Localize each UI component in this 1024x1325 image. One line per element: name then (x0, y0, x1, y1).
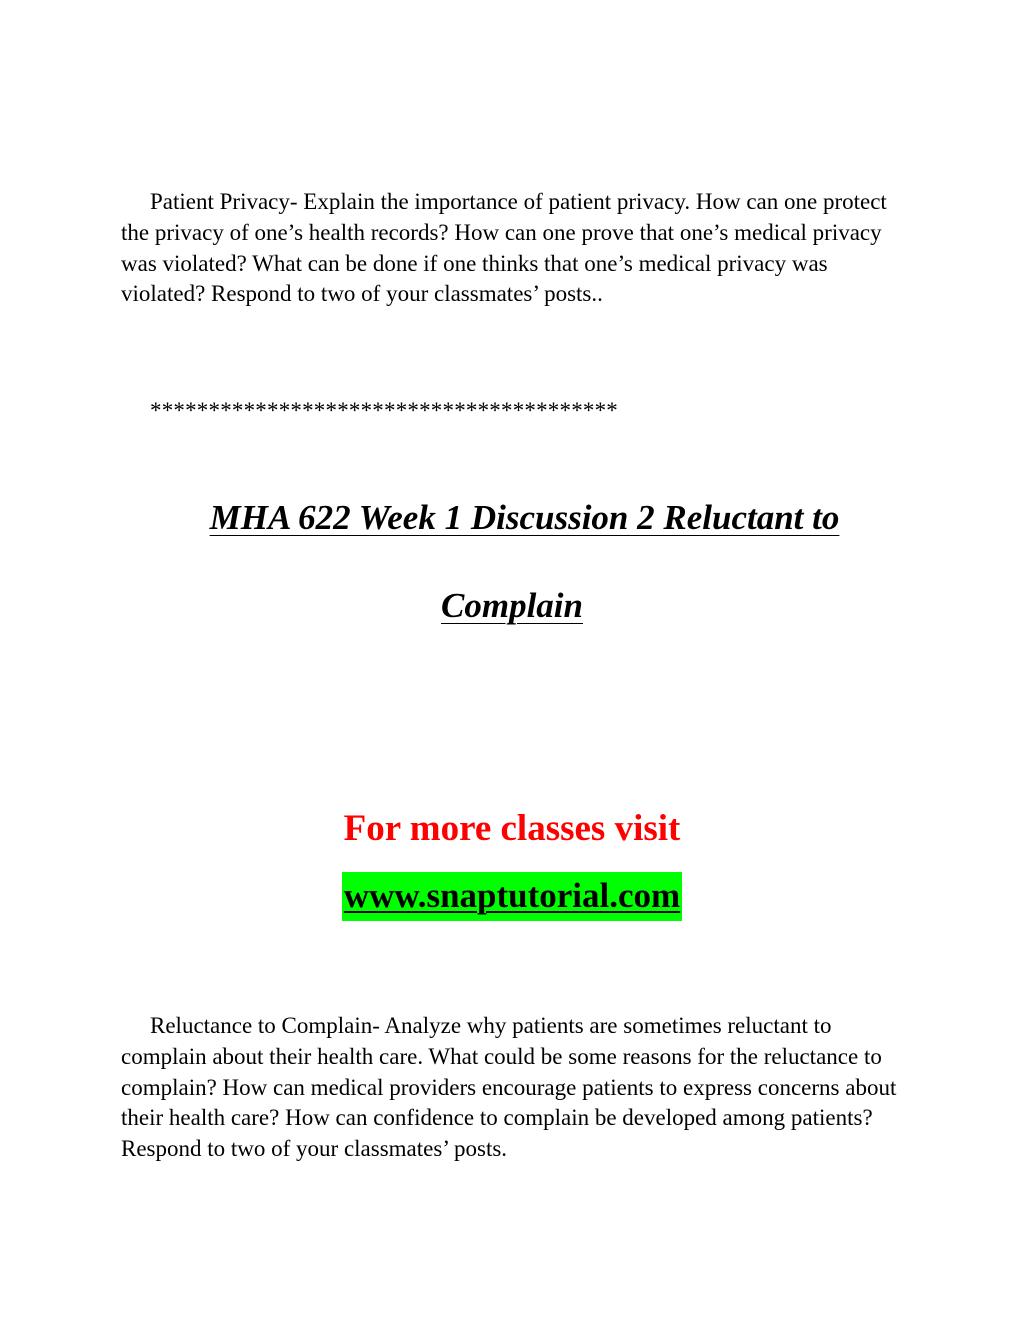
promo-heading: For more classes visit (343, 808, 681, 849)
document-title-text-2: Complain (441, 586, 583, 625)
document-title-line-1 (0, 498, 1024, 538)
document-title-line-2 (0, 586, 1024, 626)
asterisk-separator: **************************************** (150, 398, 618, 423)
assignment-description-patient-privacy: Patient Privacy- Explain the importance of patient privacy. How can one protect the privacy of one’s health records? How can one prove that one’s medical privacy was violated? What can be done if one thinks that one’s medical privacy was violated? Respond to two of your classmates’ posts.. (121, 189, 887, 307)
assignment-description-reluctance-to-complain: Reluctance to Complain- Analyze why patients are sometimes reluctant to complain about their health care. What could be some reasons for the reluctance to complain? How can medical providers encourage patients to express concerns about their health care? How can confidence to complain be developed among patients? Respond to two of your classmates’ posts. (121, 1013, 897, 1162)
snaptutorial-link[interactable]: www.snaptutorial.com (342, 872, 682, 921)
document-title-text-1: MHA 622 Week 1 Discussion 2 Reluctant to (209, 498, 840, 537)
promo-link-container (0, 872, 1024, 921)
